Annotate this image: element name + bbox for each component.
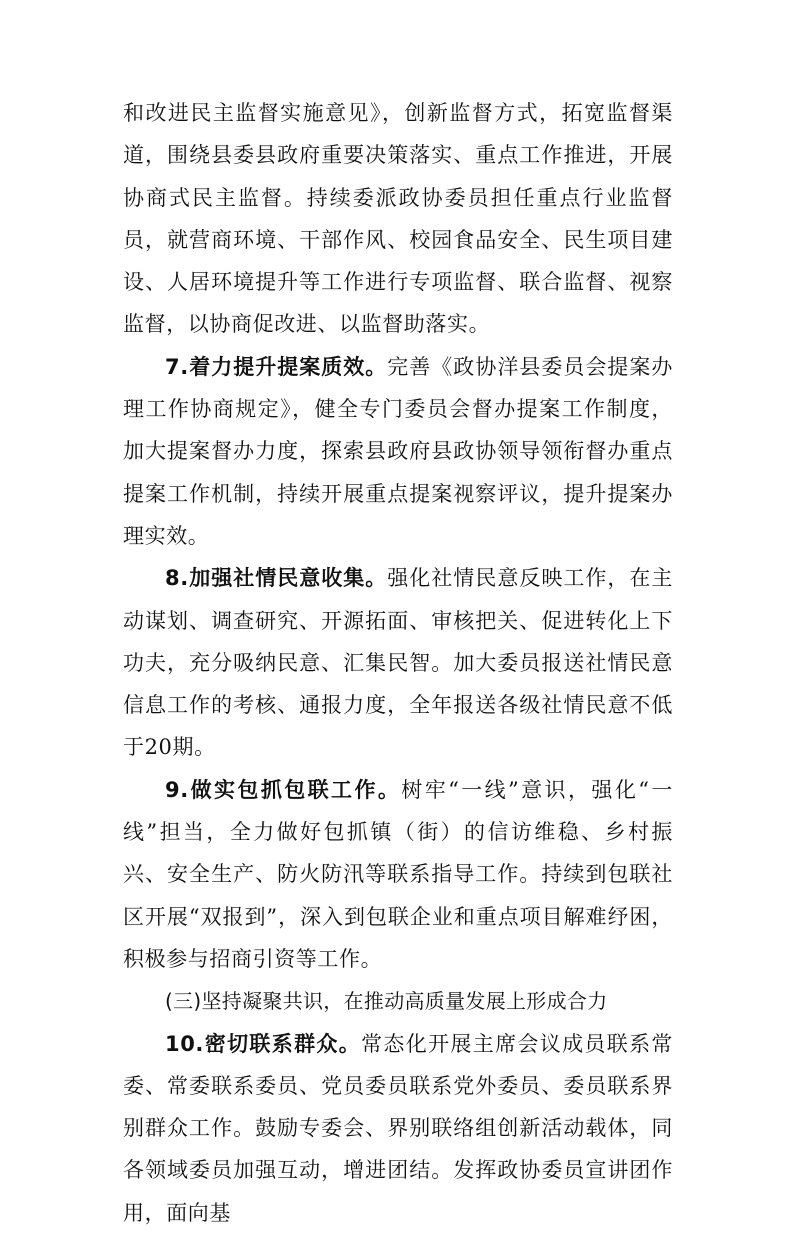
paragraph-text: 常态化开展主席会议成员联系常委、常委联系委员、党员委员联系党外委员、委员联系界别群众工作。鼓励专委会、界别联络组创新活动载体，同各领域委员加强互动，增进团结。发挥政协委员宣讲团作用，面向基	[123, 1031, 674, 1225]
item-7-heading: 7.着力提升提案质效。	[165, 354, 388, 379]
item-9-heading: 9.做实包抓包联工作。	[165, 777, 402, 802]
document-body	[123, 92, 673, 1234]
paragraph-text: 树牢“一线”意识，强化“一线”担当，全力做好包抓镇（街）的信访维稳、乡村振兴、安全生产、防火防汛等联系指导工作。持续到包联社区开展“双报到”，深入到包联企业和重点项目解难纾困，积极参与招商引资等工作。	[123, 777, 673, 971]
paragraph-text: 和改进民主监督实施意见》，创新监督方式，拓宽监督渠道，围绕县委县政府重要决策落实、重点工作推进，开展协商式民主监督。持续委派政协委员担任重点行业监督员，就营商环境、干部作风、校园食品安全、民生项目建设、人居环境提升等工作进行专项监督、联合监督、视察监督，以协商促改进、以监督助落实。	[123, 101, 673, 337]
paragraph-item-7	[123, 346, 673, 557]
paragraph-supervision-continued	[123, 92, 673, 346]
paragraph-item-9	[123, 769, 673, 980]
item-10-heading: 10.密切联系群众。	[165, 1031, 362, 1056]
paragraph-item-10	[123, 1023, 673, 1234]
item-8-heading: 8.加强社情民意收集。	[165, 566, 388, 591]
paragraph-text: 强化社情民意反映工作，在主动谋划、调查研究、开源拓面、审核把关、促进转化上下功夫，充分吸纳民意、汇集民智。加大委员报送社情民意信息工作的考核、通报力度，全年报送各级社情民意不低于20期。	[123, 566, 673, 760]
paragraph-text: 完善《政协洋县委员会提案办理工作协商规定》，健全专门委员会督办提案工作制度，加大提案督办力度，探索县政府县政协领导领衔督办重点提案工作机制，持续开展重点提案视察评议，提升提案办理实效。	[123, 354, 673, 548]
paragraph-item-8	[123, 557, 673, 768]
section-heading-3: (三)坚持凝聚共识，在推动高质量发展上形成合力	[165, 989, 608, 1014]
